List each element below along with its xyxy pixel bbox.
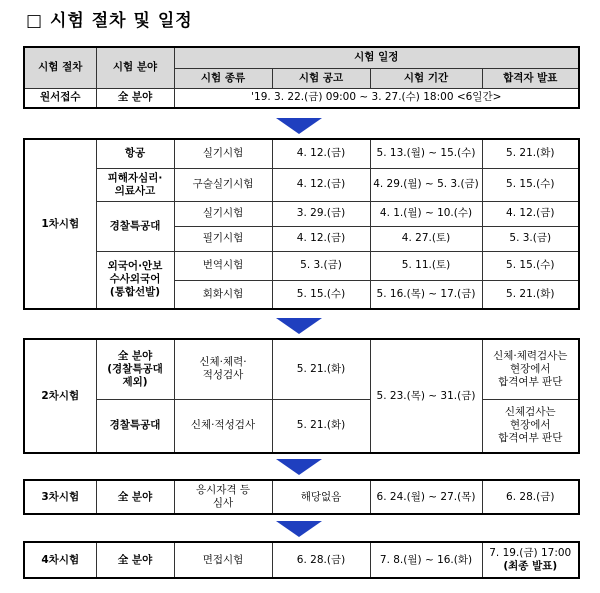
stage1-result: 5. 15.(수): [482, 168, 579, 201]
apply-field: 全 분야: [96, 88, 174, 108]
stage1-notice: 5. 15.(수): [272, 280, 370, 309]
down-arrow-icon: [276, 318, 322, 334]
header-procedure: 시험 절차: [24, 47, 96, 88]
page-title: □ 시험 절차 및 일정: [26, 11, 193, 31]
stage4-result-cell: [482, 542, 579, 578]
stage2-result: 신체·체력검사는 현장에서 합격여부 판단: [482, 339, 579, 399]
table-row: [24, 480, 579, 514]
stage1-field-victim: 피해자심리· 의료사고: [96, 168, 174, 201]
table-row: [24, 168, 579, 201]
stage1-type: 실기시험: [174, 201, 272, 226]
table-row: [24, 542, 579, 578]
table-row: [24, 201, 579, 226]
table-row: [24, 251, 579, 280]
stage2-notice: 5. 21.(화): [272, 399, 370, 453]
stage1-result: 5. 21.(화): [482, 139, 579, 168]
stage1-notice: 4. 12.(금): [272, 139, 370, 168]
stage1-label: 1차시험: [24, 139, 96, 309]
stage1-period: 4. 29.(월) ~ 5. 3.(금): [370, 168, 482, 201]
stage1-field-aviation: 항공: [96, 139, 174, 168]
stage1-period: 4. 27.(토): [370, 226, 482, 251]
stage1-table: [23, 138, 578, 310]
stage4-result: 7. 19.(금) 17:00: [489, 547, 572, 559]
stage3-result: 6. 28.(금): [482, 480, 579, 514]
stage2-label: 2차시험: [24, 339, 96, 453]
header-result: 합격자 발표: [482, 68, 579, 88]
stage1-period: 4. 1.(월) ~ 10.(수): [370, 201, 482, 226]
schedule-header-table: [23, 46, 578, 109]
stage2-field-all: 全 분야 (경찰특공대 제외): [96, 339, 174, 399]
stage1-notice: 5. 3.(금): [272, 251, 370, 280]
stage1-result: 4. 12.(금): [482, 201, 579, 226]
stage1-period: 5. 13.(월) ~ 15.(수): [370, 139, 482, 168]
apply-procedure: 원서접수: [24, 88, 96, 108]
stage1-notice: 4. 12.(금): [272, 226, 370, 251]
table-row: [24, 139, 579, 168]
stage1-type: 필기시험: [174, 226, 272, 251]
stage1-field-swat: 경찰특공대: [96, 201, 174, 251]
stage1-notice: 4. 12.(금): [272, 168, 370, 201]
stage1-period: 5. 11.(토): [370, 251, 482, 280]
header-period: 시험 기간: [370, 68, 482, 88]
stage4-period: 7. 8.(월) ~ 16.(화): [370, 542, 482, 578]
stage3-table: [23, 479, 578, 515]
stage4-type: 면접시험: [174, 542, 272, 578]
stage2-table: [23, 338, 578, 454]
stage4-result-note: (최종 발표): [503, 560, 558, 572]
down-arrow-icon: [276, 459, 322, 475]
down-arrow-icon: [276, 521, 322, 537]
stage3-notice: 해당없음: [272, 480, 370, 514]
header-notice: 시험 공고: [272, 68, 370, 88]
stage2-result: 신체검사는 현장에서 합격여부 판단: [482, 399, 579, 453]
stage1-period: 5. 16.(목) ~ 17.(금): [370, 280, 482, 309]
stage4-label: 4차시험: [24, 542, 96, 578]
stage1-type: 번역시험: [174, 251, 272, 280]
table-row: [24, 339, 579, 399]
stage4-notice: 6. 28.(금): [272, 542, 370, 578]
stage1-result: 5. 15.(수): [482, 251, 579, 280]
stage1-type: 구술실기시험: [174, 168, 272, 201]
stage1-notice: 3. 29.(금): [272, 201, 370, 226]
table-row: [24, 399, 579, 453]
header-schedule: 시험 일정: [174, 47, 579, 68]
stage3-period: 6. 24.(월) ~ 27.(목): [370, 480, 482, 514]
stage3-label: 3차시험: [24, 480, 96, 514]
apply-schedule: '19. 3. 22.(금) 09:00 ~ 3. 27.(수) 18:00 <6일간>: [174, 88, 579, 108]
stage1-type: 실기시험: [174, 139, 272, 168]
stage3-field: 全 분야: [96, 480, 174, 514]
stage1-result: 5. 21.(화): [482, 280, 579, 309]
stage2-type: 신체·체력· 적성검사: [174, 339, 272, 399]
stage2-period: 5. 23.(목) ~ 31.(금): [370, 339, 482, 453]
header-field: 시험 분야: [96, 47, 174, 88]
down-arrow-icon: [276, 118, 322, 134]
stage4-table: [23, 541, 578, 579]
stage2-notice: 5. 21.(화): [272, 339, 370, 399]
header-type: 시험 종류: [174, 68, 272, 88]
stage4-field: 全 분야: [96, 542, 174, 578]
stage2-type: 신체·적성검사: [174, 399, 272, 453]
stage1-type: 회화시험: [174, 280, 272, 309]
stage2-field-swat: 경찰특공대: [96, 399, 174, 453]
stage3-type: 응시자격 등 심사: [174, 480, 272, 514]
stage1-field-language: 외국어·안보 수사외국어 (통합선발): [96, 251, 174, 309]
stage1-result: 5. 3.(금): [482, 226, 579, 251]
